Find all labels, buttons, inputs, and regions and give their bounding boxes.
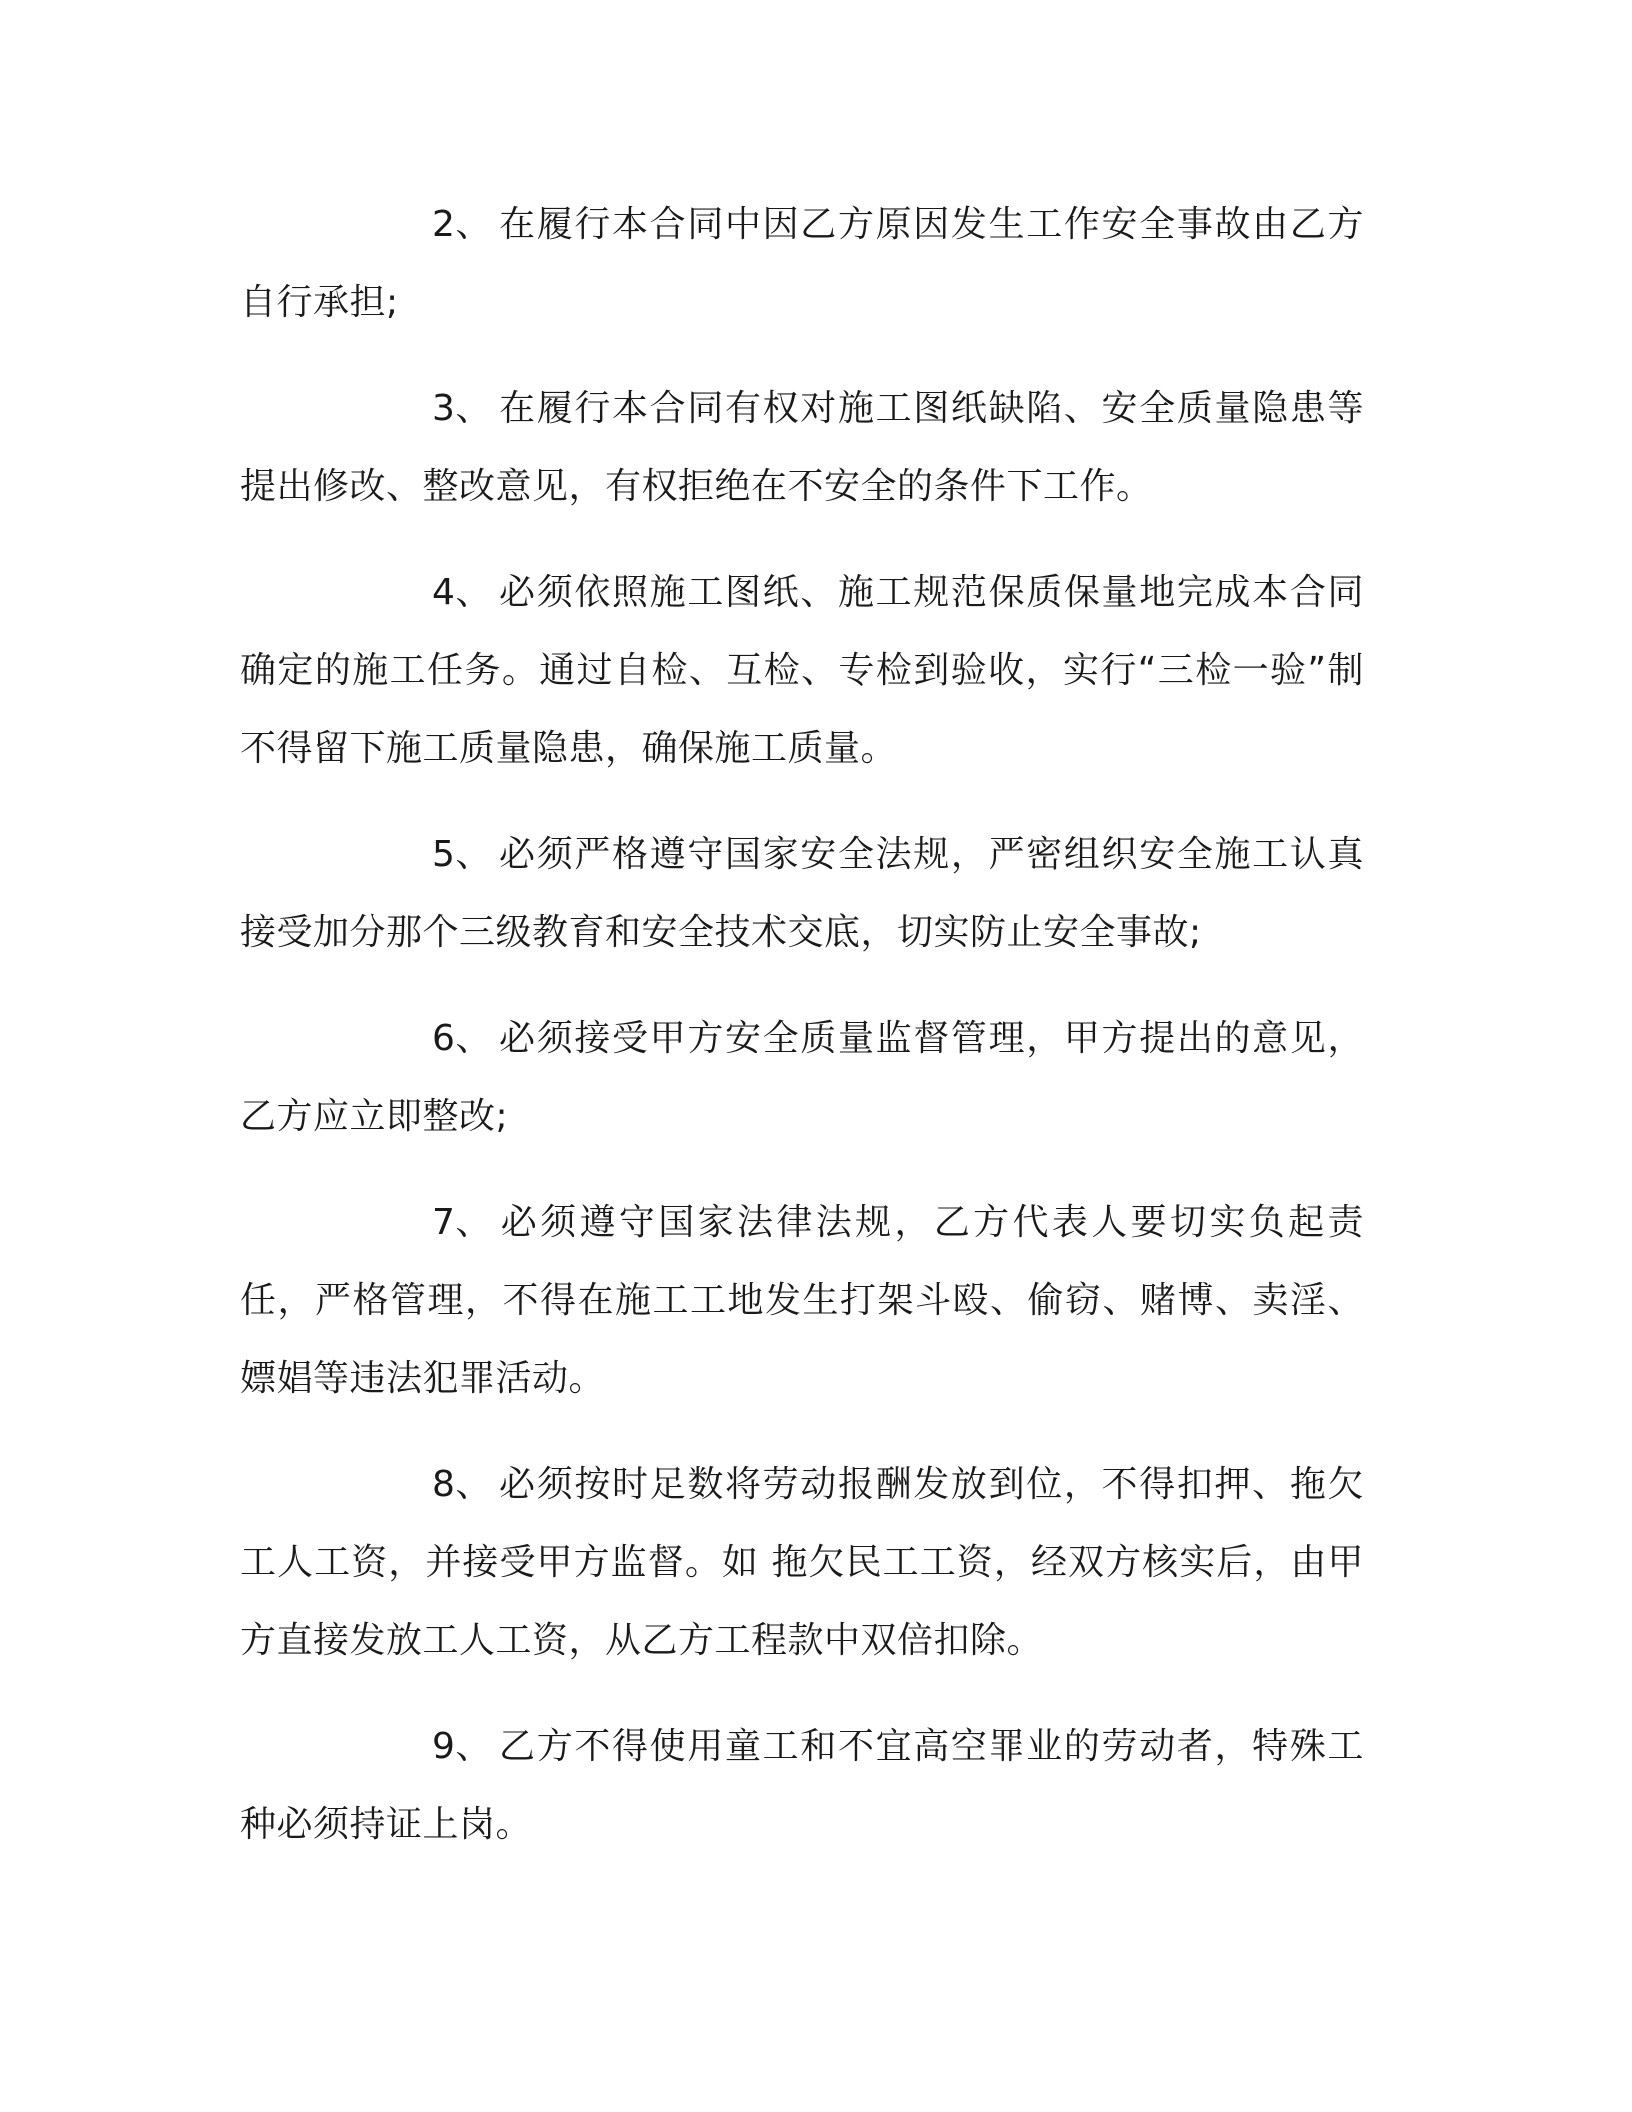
clause-number: 4、 bbox=[432, 572, 492, 613]
clause-text: 必须遵守国家法律法规，乙方代表人要切实负起责任，严格管理，不得在施工工地发生打架斗殴、偷窃、赌博、卖淫、嫖娼等违法犯罪活动。 bbox=[240, 1202, 1364, 1399]
clause-6 bbox=[240, 1000, 1364, 1156]
contract-clauses bbox=[240, 186, 1364, 1892]
clause-number: 7、 bbox=[432, 1202, 492, 1243]
clause-7 bbox=[240, 1184, 1364, 1418]
clause-number: 6、 bbox=[432, 1018, 492, 1059]
clause-number: 3、 bbox=[432, 388, 492, 429]
clause-5 bbox=[240, 816, 1364, 972]
clause-3 bbox=[240, 370, 1364, 526]
clause-number: 9、 bbox=[432, 1726, 492, 1767]
clause-text: 必须依照施工图纸、施工规范保质保量地完成本合同确定的施工任务。通过自检、互检、专检到验收，实行“三检一验”制不得留下施工质量隐患，确保施工质量。 bbox=[240, 572, 1364, 769]
clause-4 bbox=[240, 554, 1364, 788]
clause-8 bbox=[240, 1446, 1364, 1680]
clause-text: 在履行本合同中因乙方原因发生工作安全事故由乙方自行承担; bbox=[240, 204, 1364, 323]
clause-text: 必须严格遵守国家安全法规，严密组织安全施工认真接受加分那个三级教育和安全技术交底，切实防止安全事故; bbox=[240, 834, 1364, 953]
clause-number: 5、 bbox=[432, 834, 492, 875]
clause-2 bbox=[240, 186, 1364, 342]
clause-text: 在履行本合同有权对施工图纸缺陷、安全质量隐患等提出修改、整改意见，有权拒绝在不安全的条件下工作。 bbox=[240, 388, 1364, 507]
clause-text: 必须按时足数将劳动报酬发放到位，不得扣押、拖欠工人工资，并接受甲方监督。如 拖欠民工工资，经双方核实后，由甲方直接发放工人工资，从乙方工程款中双倍扣除。 bbox=[240, 1464, 1364, 1661]
clause-number: 2、 bbox=[432, 204, 492, 245]
clause-text: 乙方不得使用童工和不宜高空罪业的劳动者，特殊工种必须持证上岗。 bbox=[240, 1726, 1364, 1845]
clause-number: 8、 bbox=[432, 1464, 492, 1505]
clause-9 bbox=[240, 1708, 1364, 1864]
clause-text: 必须接受甲方安全质量监督管理，甲方提出的意见，乙方应立即整改; bbox=[240, 1018, 1364, 1137]
